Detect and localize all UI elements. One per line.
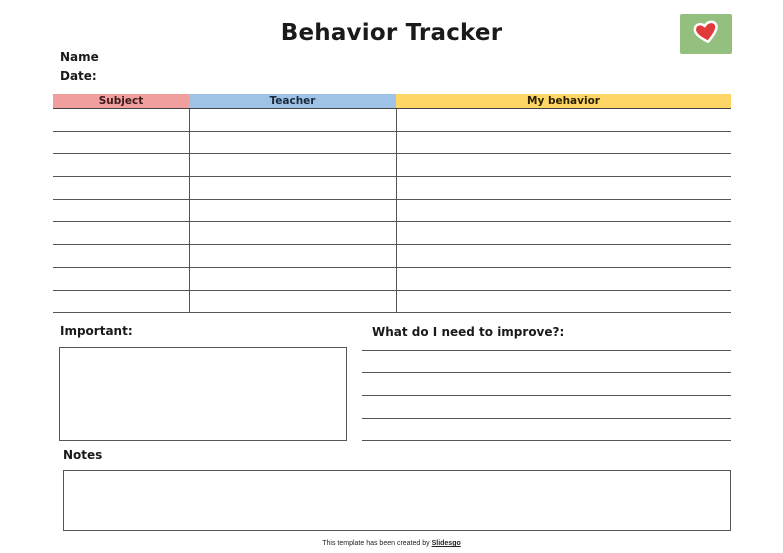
- subject-cell[interactable]: [53, 109, 189, 131]
- important-label: Important:: [60, 324, 133, 338]
- page-title: Behavior Tracker: [280, 20, 503, 46]
- subject-cell[interactable]: [53, 177, 189, 199]
- subject-cell[interactable]: [53, 200, 189, 222]
- behavior-cell[interactable]: [396, 268, 731, 290]
- behavior-cell[interactable]: [396, 245, 731, 267]
- name-label: Name: [60, 50, 99, 64]
- behavior-table: [53, 109, 731, 313]
- subject-cell[interactable]: [53, 132, 189, 154]
- column-header-subject: Subject: [53, 94, 189, 108]
- date-label: Date:: [60, 69, 97, 83]
- notes-box[interactable]: [63, 470, 731, 531]
- table-row: [53, 154, 731, 177]
- teacher-cell[interactable]: [189, 154, 396, 176]
- subject-cell[interactable]: [53, 268, 189, 290]
- improve-line[interactable]: [362, 418, 731, 419]
- table-row: [53, 245, 731, 268]
- teacher-cell[interactable]: [189, 291, 396, 313]
- table-row: [53, 268, 731, 291]
- behavior-cell[interactable]: [396, 154, 731, 176]
- teacher-cell[interactable]: [189, 222, 396, 244]
- behavior-cell[interactable]: [396, 177, 731, 199]
- column-header-teacher: Teacher: [189, 94, 396, 108]
- table-row: [53, 132, 731, 155]
- subject-cell[interactable]: [53, 222, 189, 244]
- heart-badge: [680, 14, 732, 54]
- table-row: [53, 291, 731, 314]
- teacher-cell[interactable]: [189, 109, 396, 131]
- behavior-cell[interactable]: [396, 200, 731, 222]
- behavior-cell[interactable]: [396, 109, 731, 131]
- behavior-cell[interactable]: [396, 222, 731, 244]
- table-row: [53, 177, 731, 200]
- table-row: [53, 200, 731, 223]
- table-row: [53, 109, 731, 132]
- behavior-cell[interactable]: [396, 132, 731, 154]
- improve-line[interactable]: [362, 372, 731, 373]
- table-row: [53, 222, 731, 245]
- teacher-cell[interactable]: [189, 200, 396, 222]
- heart-icon: [693, 20, 719, 48]
- subject-cell[interactable]: [53, 291, 189, 313]
- teacher-cell[interactable]: [189, 177, 396, 199]
- table-header: [53, 94, 731, 109]
- important-box[interactable]: [59, 347, 347, 441]
- improve-line[interactable]: [362, 395, 731, 396]
- teacher-cell[interactable]: [189, 268, 396, 290]
- subject-cell[interactable]: [53, 245, 189, 267]
- teacher-cell[interactable]: [189, 132, 396, 154]
- subject-cell[interactable]: [53, 154, 189, 176]
- improve-label: What do I need to improve?:: [372, 325, 565, 339]
- slidesgo-link[interactable]: Slidesgo: [431, 540, 461, 547]
- improve-line[interactable]: [362, 440, 731, 441]
- footer-credit: [0, 540, 783, 547]
- improve-line[interactable]: [362, 350, 731, 351]
- column-header-my-behavior: My behavior: [396, 94, 731, 108]
- footer-text: This template has been created by: [322, 540, 432, 547]
- teacher-cell[interactable]: [189, 245, 396, 267]
- notes-label: Notes: [63, 448, 103, 462]
- behavior-cell[interactable]: [396, 291, 731, 313]
